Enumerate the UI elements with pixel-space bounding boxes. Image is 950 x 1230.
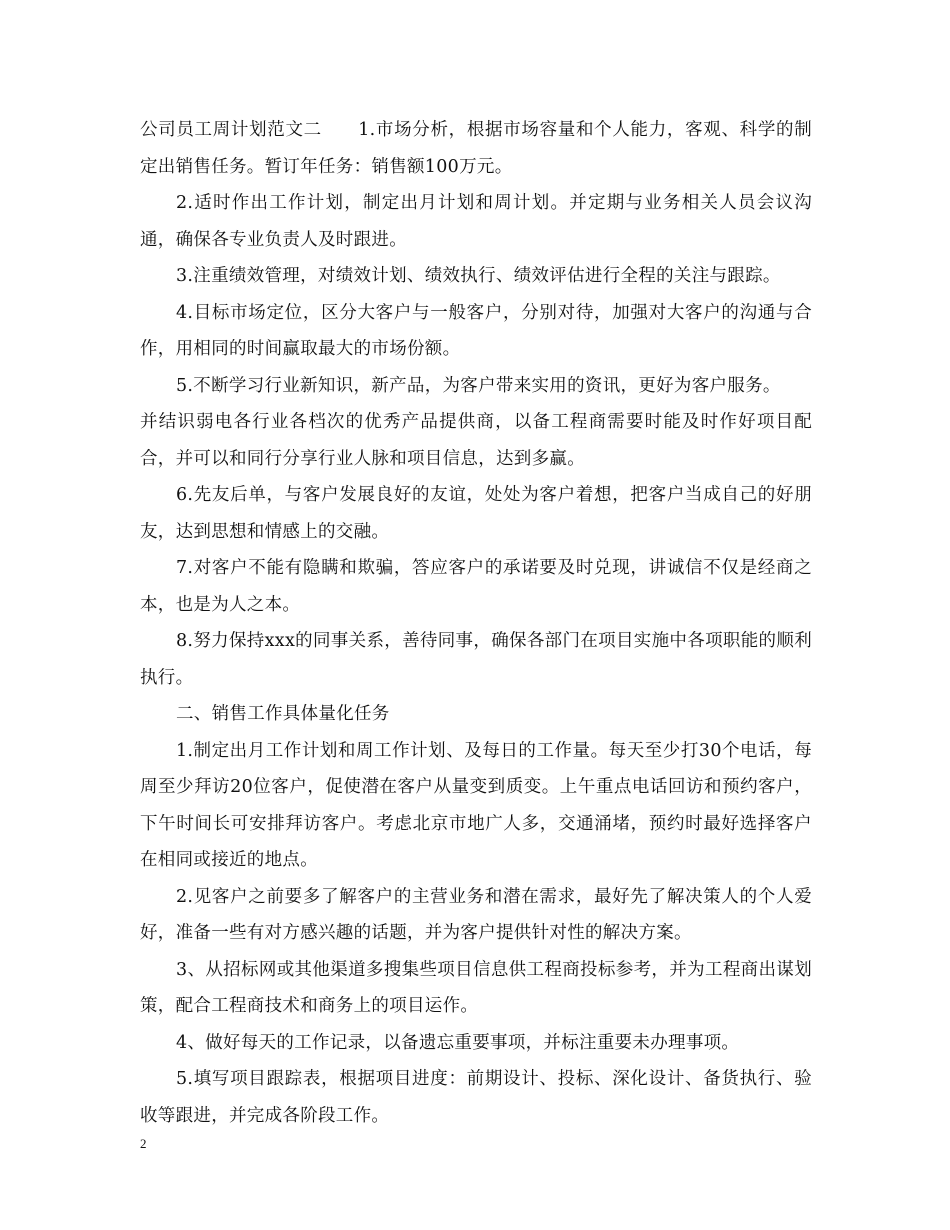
document-body [140, 112, 812, 1134]
paragraph: 5.填写项目跟踪表，根据项目进度：前期设计、投标、深化设计、备货执行、验收等跟进，并完成各阶段工作。 [140, 1069, 812, 1126]
paragraph: 3、从招标网或其他渠道多搜集些项目信息供工程商投标参考，并为工程商出谋划策，配合工程商技术和商务上的项目运作。 [140, 959, 812, 1016]
paragraph: 3.注重绩效管理，对绩效计划、绩效执行、绩效评估进行全程的关注与跟踪。 [176, 266, 781, 286]
paragraph: 4、做好每天的工作记录，以备遗忘重要事项，并标注重要未办理事项。 [176, 1032, 740, 1053]
paragraph: 2.见客户之前要多了解客户的主营业务和潜在需求，最好先了解决策人的个人爱好，准备一些有对方感兴趣的话题，并为客户提供针对性的解决方案。 [140, 886, 812, 943]
paragraph: 公司员工周计划范文二 1.市场分析，根据市场容量和个人能力，客观、科学的制定出销售任务。暂订年任务：销售额100万元。 [140, 120, 812, 177]
paragraph: 4.目标市场定位，区分大客户与一般客户，分别对待，加强对大客户的沟通与合作，用相同的时间赢取最大的市场份额。 [140, 302, 812, 359]
paragraph: 并结识弱电各行业各档次的优秀产品提供商，以备工程商需要时能及时作好项目配合，并可以和同行分享行业人脉和项目信息，达到多赢。 [140, 412, 812, 469]
page-number: 2 [140, 1136, 147, 1151]
paragraph: 2.适时作出工作计划，制定出月计划和周计划。并定期与业务相关人员会议沟通，确保各专业负责人及时跟进。 [140, 193, 812, 250]
section-heading: 二、销售工作具体量化任务 [176, 704, 390, 724]
paragraph: 8.努力保持xxx的同事关系，善待同事，确保各部门在项目实施中各项职能的顺利执行。 [140, 631, 812, 688]
paragraph: 6.先友后单，与客户发展良好的友谊，处处为客户着想，把客户当成自己的好朋友，达到思想和情感上的交融。 [140, 485, 812, 542]
paragraph: 1.制定出月工作计划和周工作计划、及每日的工作量。每天至少打30个电话，每周至少拜访20位客户，促使潜在客户从量变到质变。上午重点电话回访和预约客户，下午时间长可安排拜访客户。考虑北京市地广人多，交通涌堵，预约时最好选择客户在相同或接近的地点。 [140, 740, 812, 870]
paragraph: 5.不断学习行业新知识，新产品，为客户带来实用的资讯，更好为客户服务。 [176, 375, 781, 396]
paragraph: 7.对客户不能有隐瞒和欺骗，答应客户的承诺要及时兑现，讲诚信不仅是经商之本，也是为人之本。 [140, 558, 812, 615]
